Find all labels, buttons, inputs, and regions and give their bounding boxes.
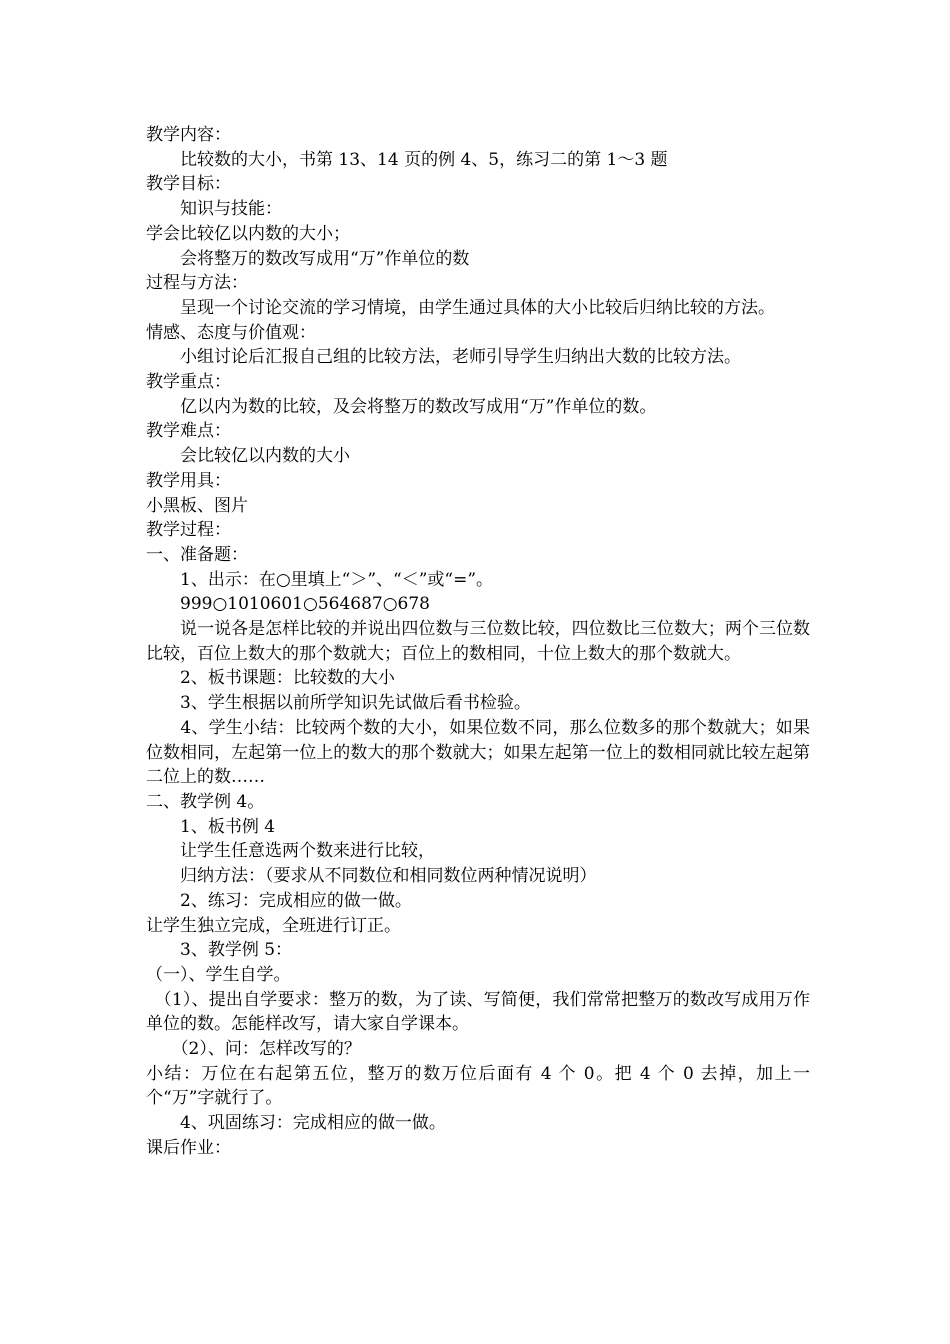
paragraph-teaching-tools: 小黑板、图片 [146,495,248,516]
step-consolidation: 4、巩固练习：完成相应的做一做。 [146,1113,446,1134]
subsection-self-study: （一）、学生自学。 [146,964,291,985]
heading-teaching-goals: 教学目标： [146,174,231,195]
document-body [146,123,810,1161]
heading-teaching-tools: 教学用具： [146,470,231,491]
paragraph-difficulties: 会比较亿以内数的大小 [146,446,350,467]
heading-homework: 课后作业： [146,1137,231,1158]
section-preparation: 一、准备题： [146,544,248,565]
step-question: （2）、问：怎样改写的？ [146,1039,361,1060]
paragraph-summary: 小结：万位在右起第五位，整万的数万位后面有 4 个 0。把 4 个 0 去掉，加上一个“万”字就行了。 [146,1063,810,1109]
step-practice: 2、练习：完成相应的做一做。 [146,890,412,911]
subheading-process-method: 过程与方法： [146,273,248,294]
step-board-title: 2、板书课题：比较数的大小 [146,668,395,689]
subheading-emotion-attitude: 情感、态度与价值观： [146,322,316,343]
paragraph-goal-1: 学会比较亿以内数的大小； [146,223,350,244]
paragraph-key-points: 亿以内为数的比较，及会将整万的数改写成用“万”作单位的数。 [146,396,657,417]
paragraph-independent-work: 让学生独立完成，全班进行订正。 [146,915,401,936]
step-example-5: 3、教学例 5： [146,940,293,961]
paragraph-process-method: 呈现一个讨论交流的学习情境，由学生通过具体的大小比较后归纳比较的方法。 [146,297,775,318]
step-board-example-4: 1、板书例 4 [146,816,276,837]
step-self-study-requirement: （1）、提出自学要求：整万的数，为了读、写简便，我们常常把整万的数改写成用万作单位的数。怎能样改写，请大家自学课本。 [146,989,810,1035]
step-try-first: 3、学生根据以前所学知识先试做后看书检验。 [146,693,531,714]
step-summarize-method: 归纳方法：（要求从不同数位和相同数位两种情况说明） [146,866,597,887]
subheading-knowledge-skills: 知识与技能： [146,199,282,220]
section-example-4: 二、教学例 4。 [146,791,265,812]
step-student-summary: 4、学生小结：比较两个数的大小，如果位数不同，那么位数多的那个数就大；如果位数相同，左起第一位上的数大的那个数就大；如果左起第一位上的数相同就比较左起第二位上的数…… [146,717,810,788]
heading-key-points: 教学重点： [146,372,231,393]
heading-teaching-process: 教学过程： [146,520,231,541]
heading-teaching-content: 教学内容： [146,125,231,145]
paragraph-goal-2: 会将整万的数改写成用“万”作单位的数 [146,248,470,269]
paragraph-explain-compare: 说一说各是怎样比较的并说出四位数与三位数比较，四位数比三位数大；两个三位数比较，百位上数大的那个数就大；百位上的数相同，十位上数大的那个数就大。 [146,619,810,664]
heading-difficulties: 教学难点： [146,421,231,442]
step-choose-numbers: 让学生任意选两个数来进行比较， [146,841,435,862]
paragraph-content: 比较数的大小，书第 13、14 页的例 4、5，练习二的第 1～3 题 [146,149,668,170]
step-show: 1、出示：在○里填上“＞”、“＜”或“=”。 [146,569,494,590]
step-exercise-numbers: 999○1010601○564687○678 [146,594,431,615]
paragraph-emotion-attitude: 小组讨论后汇报自己组的比较方法，老师引导学生归纳出大数的比较方法。 [146,347,741,368]
